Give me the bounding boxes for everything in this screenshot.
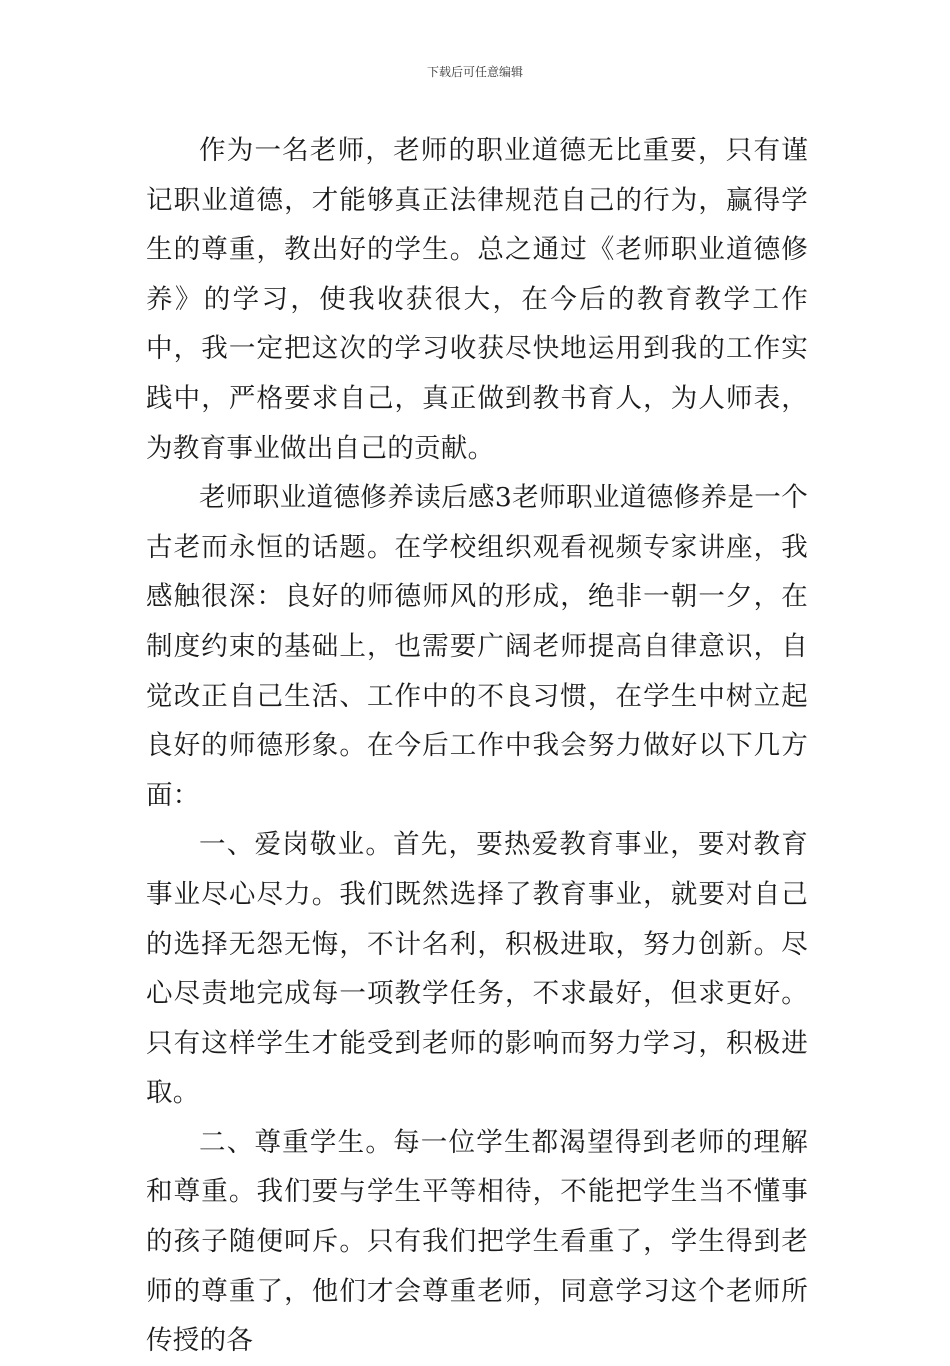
paragraph-1: 作为一名老师，老师的职业道德无比重要，只有谨记职业道德，才能够真正法律规范自己的行为，赢得学生的尊重，教出好的学生。总之通过《老师职业道德修养》的学习，使我收获很大，在今后的教育教学工作中，我一定把这次的学习收获尽快地运用到我的工作实践中，严格要求自己，真正做到教书育人，为人师表，为教育事业做出自己的贡献。 [146,135,808,464]
paragraph-4: 二、尊重学生。每一位学生都渴望得到老师的理解和尊重。我们要与学生平等相待，不能把学生当不懂事的孩子随便呵斥。只有我们把学生看重了，学生得到老师的尊重了，他们才会尊重老师，同意学习这个老师所传授的各 [146,1126,808,1357]
paragraph-3: 一、爱岗敬业。首先，要热爱教育事业，要对教育事业尽心尽力。我们既然选择了教育事业，就要对自己的选择无怨无悔，不计名利，积极进取，努力创新。尽心尽责地完成每一项教学任务，不求最好，但求更好。只有这样学生才能受到老师的影响而努力学习，积极进取。 [146,829,808,1109]
document-body [146,126,808,1366]
paragraph-2: 老师职业道德修养读后感3老师职业道德修养是一个古老而永恒的话题。在学校组织观看视频专家讲座，我感触很深：良好的师德师风的形成，绝非一朝一夕，在制度约束的基础上，也需要广阔老师提高自律意识，自觉改正自己生活、工作中的不良习惯，在学生中树立起良好的师德形象。在今后工作中我会努力做好以下几方面： [146,482,808,811]
page-header: 下载后可任意编辑 [426,65,523,79]
